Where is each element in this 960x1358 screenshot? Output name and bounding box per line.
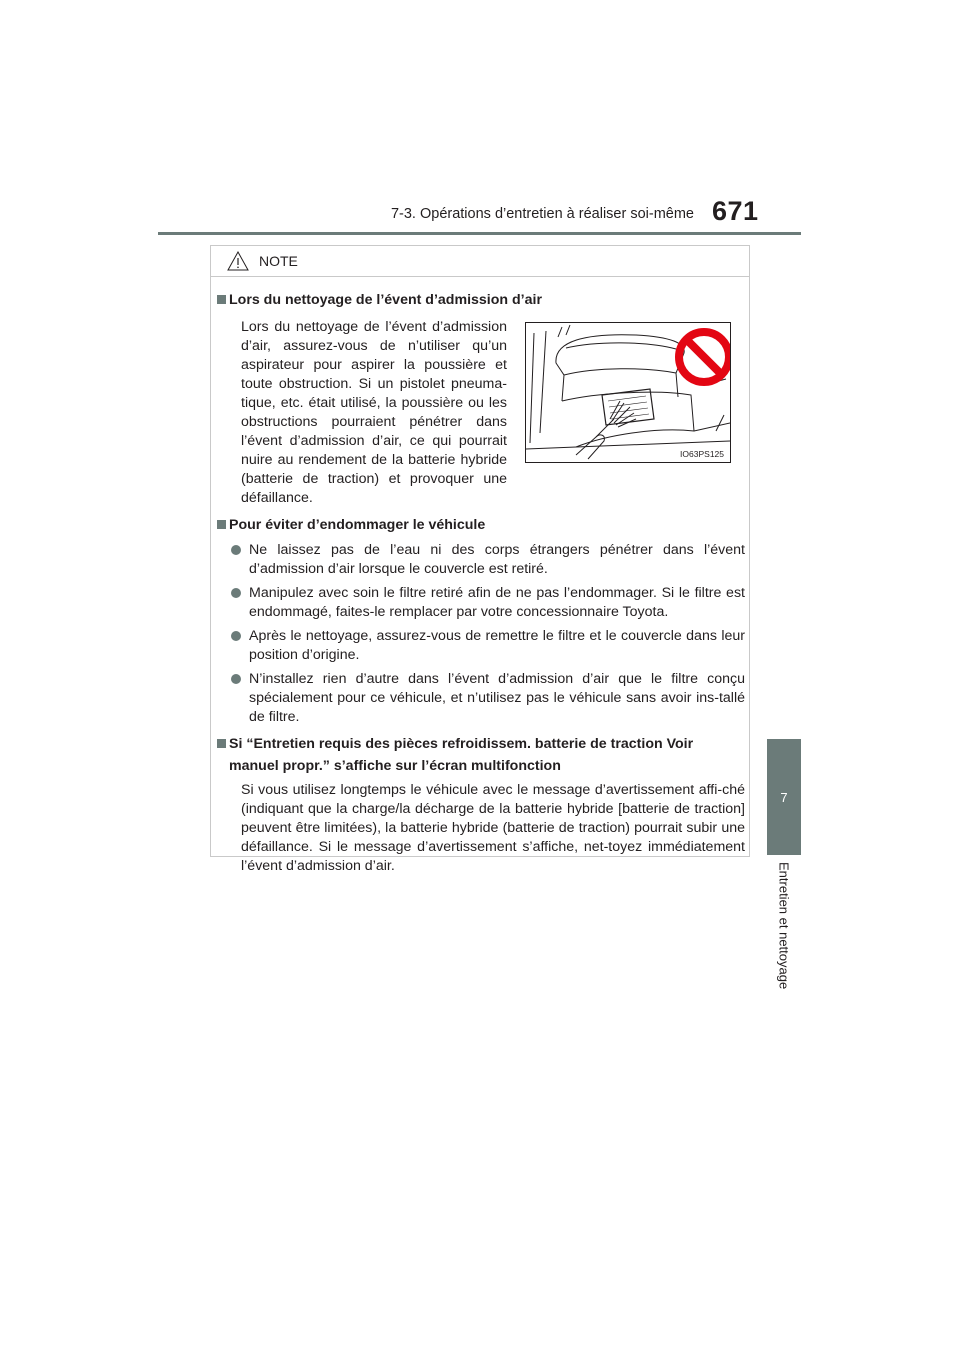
list-item-text: Ne laissez pas de l’eau ni des corps étrangers pénétrer dans l’évent d’admission d’air lorsque le couvercle est retiré. <box>249 542 745 577</box>
heading-text: Pour éviter d’endommager le véhicule <box>229 517 486 533</box>
list-item-text: Manipulez avec soin le filtre retiré afin de ne pas l’endommager. Si le filtre est endommagé, faites-le remplacer par votre concessionnaire Toyota. <box>249 585 745 620</box>
prohibited-icon <box>679 332 729 382</box>
section-title: 7-3. Opérations d’entretien à réaliser soi-même <box>390 206 694 222</box>
illustration-code: IO63PS125 <box>680 449 724 459</box>
list-item <box>231 584 745 622</box>
illustration <box>525 322 731 463</box>
section-heading <box>217 733 745 777</box>
list-item-text: N’installez rien d’autre dans l’évent d’admission d’air que le filtre conçu spécialement pour ce véhicule, et n’utilisez pas le véhicule sans avoir ins-tallé de filtre. <box>249 671 745 725</box>
note-header <box>211 246 749 277</box>
bullet-dot-icon <box>231 545 241 555</box>
chapter-title: Entretien et nettoyage <box>776 862 792 990</box>
chapter-number: 7 <box>780 789 788 805</box>
heading-square-icon <box>217 520 226 529</box>
bullet-dot-icon <box>231 631 241 641</box>
heading-text: Lors du nettoyage de l’évent d’admission d’air <box>229 292 542 308</box>
list-item <box>231 541 745 579</box>
bullet-dot-icon <box>231 674 241 684</box>
heading-text: Si “Entretien requis des pièces refroidissem. batterie de traction Voir manuel propr.” s’affiche sur l’écran multifonction <box>229 736 694 774</box>
bullet-dot-icon <box>231 588 241 598</box>
air-vent-cleaning-illustration <box>526 323 730 462</box>
heading-square-icon <box>217 295 226 304</box>
warning-triangle-icon <box>227 251 249 271</box>
note-content <box>217 289 745 876</box>
page-number: 671 <box>712 196 759 226</box>
list-item <box>231 670 745 727</box>
note-box <box>210 245 750 874</box>
paragraph: Si vous utilisez longtemps le véhicule avec le message d’avertissement affi-ché (indiquant que la charge/la décharge de la batterie hybride [batterie de traction] peuvent être limitées), la batterie hybride (batterie de traction) pourrait subir une défaillance. Si le message d’avertissement s’affiche, net-toyez immédiatement l’évent d’admission d’air. <box>241 782 745 874</box>
section-heading <box>217 289 745 311</box>
list-item <box>231 627 745 665</box>
chapter-tab <box>767 739 801 855</box>
heading-square-icon <box>217 739 226 748</box>
note-label: NOTE <box>259 253 298 269</box>
paragraph: Lors du nettoyage de l’évent d’admission d’air, assurez-vous de n’utiliser qu’un aspirateur pour aspirer la poussière et toute obstruction. Si un pistolet pneuma-tique, etc. était utilisé, la poussière ou les obstructions pourraient pénétrer dans l’évent d’admission d’air, ce qui pourrait nuire au rendement de la batterie hybride (batterie de traction) et provoquer une défaillance. <box>241 319 507 506</box>
header-rule <box>158 232 801 235</box>
section-heading <box>217 514 745 536</box>
list-item-text: Après le nettoyage, assurez-vous de remettre le filtre et le couvercle dans leur position d’origine. <box>249 628 745 663</box>
